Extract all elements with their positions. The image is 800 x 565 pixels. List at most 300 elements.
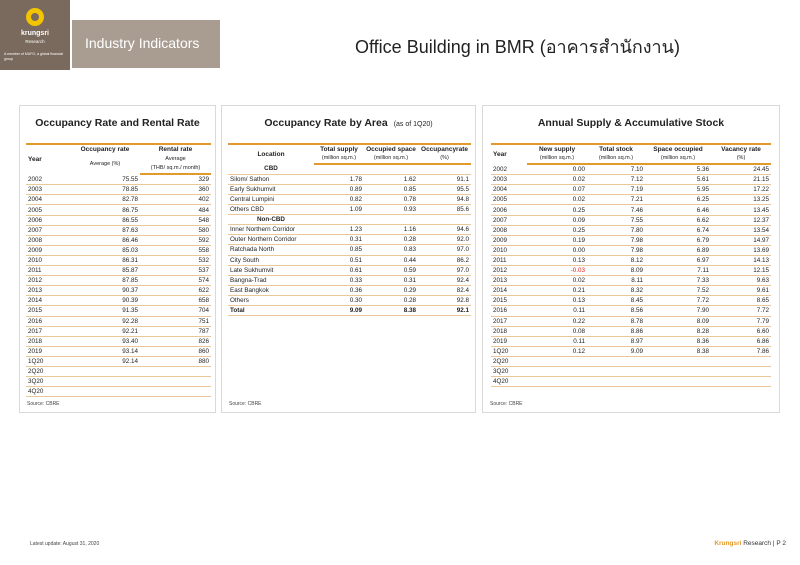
col-rental-unit-2: (THB/ sq.m./ month) (140, 164, 211, 174)
table-row (491, 205, 771, 215)
occupancy-rate-cell (70, 377, 140, 387)
year-cell: 2010 (26, 255, 70, 265)
new-supply-cell: 0.02 (527, 175, 587, 185)
footer-brand-name: Krungsri (714, 540, 742, 547)
total-stock-cell (587, 356, 645, 366)
total-supply-cell: 0.36 (314, 285, 364, 295)
rental-rate-cell: 548 (140, 215, 211, 225)
location-cell: Outer Northern Corridor (228, 235, 314, 245)
occupancy-rate-cell: 86.75 (70, 205, 140, 215)
area-section-label: CBD (228, 164, 314, 174)
empty-cell (314, 164, 364, 174)
vacancy-rate-cell: 7.72 (711, 306, 771, 316)
new-supply-cell: 0.22 (527, 316, 587, 326)
table-row (26, 366, 211, 376)
total-stock-cell: 8.86 (587, 326, 645, 336)
source-note: Source: CBRE (490, 401, 523, 407)
vacancy-rate-cell (711, 356, 771, 366)
vacancy-rate-cell: 8.65 (711, 296, 771, 306)
latest-update-note: Latest update: August 31, 2020 (30, 541, 100, 547)
rental-rate-cell: 402 (140, 195, 211, 205)
location-cell: City South (228, 255, 314, 265)
year-cell: 1Q20 (491, 346, 527, 356)
space-occupied-cell: 6.74 (645, 225, 711, 235)
total-supply-cell: 0.31 (314, 235, 364, 245)
year-cell: 2010 (491, 245, 527, 255)
occupied-space-cell: 0.83 (364, 245, 418, 255)
rental-rate-cell: 658 (140, 296, 211, 306)
table-row (228, 255, 471, 265)
year-cell: 2015 (26, 306, 70, 316)
table-row (26, 387, 211, 397)
occupancy-rate-cell: 93.14 (70, 346, 140, 356)
annual-supply-title: Annual Supply & Accumulative Stock (537, 117, 725, 129)
year-cell: 2011 (491, 255, 527, 265)
year-cell: 2005 (491, 195, 527, 205)
occupancy-rate-cell: 93.40 (70, 336, 140, 346)
occupancy-rate-cell: 94.6 (418, 225, 471, 235)
occupancy-rate-cell: 87.85 (70, 276, 140, 286)
occupancy-rate-cell (70, 366, 140, 376)
table-row (26, 245, 211, 255)
occupancy-rate-cell: 97.0 (418, 245, 471, 255)
rental-rate-cell (140, 387, 211, 397)
table-row (491, 225, 771, 235)
occupancy-rate-cell: 87.63 (70, 225, 140, 235)
occupancy-rate-cell: 86.55 (70, 215, 140, 225)
vacancy-rate-cell: 13.69 (711, 245, 771, 255)
table-row (491, 286, 771, 296)
occupied-space-cell: 0.29 (364, 285, 418, 295)
col-year-header: Year (26, 144, 70, 174)
table-row (26, 306, 211, 316)
space-occupied-cell: 6.89 (645, 245, 711, 255)
vacancy-rate-cell: 7.86 (711, 346, 771, 356)
space-occupied-cell: 8.28 (645, 326, 711, 336)
rental-rate-cell: 826 (140, 336, 211, 346)
space-occupied-cell: 7.90 (645, 306, 711, 316)
annual-supply-panel (482, 105, 780, 413)
table-row (26, 336, 211, 346)
table-row (26, 215, 211, 225)
table-row (491, 326, 771, 336)
table-row (26, 235, 211, 245)
table-row (228, 285, 471, 295)
rental-rate-cell (140, 366, 211, 376)
year-cell: 2009 (491, 235, 527, 245)
col-new-supply-unit: (million sq.m.) (527, 154, 587, 164)
vacancy-rate-cell: 12.37 (711, 215, 771, 225)
year-cell: 2007 (491, 215, 527, 225)
table-row (26, 174, 211, 185)
year-cell: 2007 (26, 225, 70, 235)
vacancy-rate-cell: 13.45 (711, 205, 771, 215)
empty-cell (418, 215, 471, 225)
space-occupied-cell: 7.11 (645, 266, 711, 276)
space-occupied-cell: 8.09 (645, 316, 711, 326)
new-supply-cell (527, 356, 587, 366)
occupancy-area-panel (221, 105, 476, 413)
occupied-space-cell: 0.28 (364, 235, 418, 245)
footer-page-label: Research | P 2 (741, 540, 786, 547)
table-row (491, 336, 771, 346)
table-row (491, 316, 771, 326)
total-stock-cell: 8.97 (587, 336, 645, 346)
occupancy-rental-panel (19, 105, 216, 413)
occupancy-rate-cell: 95.5 (418, 184, 471, 194)
year-cell: 2003 (491, 175, 527, 185)
location-cell: East Bangkok (228, 285, 314, 295)
rental-rate-cell: 860 (140, 346, 211, 356)
table-row (491, 366, 771, 376)
year-cell: 2013 (26, 286, 70, 296)
table-row (228, 275, 471, 285)
year-cell: 2017 (26, 326, 70, 336)
col-new-supply-header: New supply (527, 144, 587, 154)
vacancy-rate-cell: 13.54 (711, 225, 771, 235)
table-row (228, 235, 471, 245)
occupied-space-cell: 0.78 (364, 194, 418, 204)
col-supply-header: Total supply (314, 144, 364, 154)
col-space-occupied-header: Space occupied (645, 144, 711, 154)
occupancy-rate-cell: 85.6 (418, 205, 471, 215)
total-stock-cell: 8.11 (587, 276, 645, 286)
space-occupied-cell: 5.36 (645, 164, 711, 175)
new-supply-cell: 0.07 (527, 185, 587, 195)
total-stock-cell: 7.98 (587, 235, 645, 245)
year-cell: 2014 (26, 296, 70, 306)
table-row (228, 215, 471, 225)
occupied-space-cell: 0.93 (364, 205, 418, 215)
total-stock-cell: 7.21 (587, 195, 645, 205)
new-supply-cell: 0.25 (527, 225, 587, 235)
rental-rate-cell: 704 (140, 306, 211, 316)
col-total-stock-unit: (million sq.m.) (587, 154, 645, 164)
logo-name: krungsri (20, 30, 49, 37)
occupancy-rate-cell: 78.85 (70, 185, 140, 195)
location-cell: Others (228, 295, 314, 305)
table-row (228, 245, 471, 255)
occupancy-rate-cell: 90.39 (70, 296, 140, 306)
occupied-space-cell: 0.85 (364, 184, 418, 194)
space-occupied-cell: 7.33 (645, 276, 711, 286)
col-occupancy-header: Occupancy rate (70, 144, 140, 154)
year-cell: 4Q20 (491, 377, 527, 387)
table-row (491, 235, 771, 245)
occupancy-rental-title: Occupancy Rate and Rental Rate (35, 117, 200, 129)
location-cell: Central Lumpini (228, 194, 314, 204)
occupied-space-cell: 8.38 (364, 306, 418, 316)
table-row (491, 296, 771, 306)
year-cell: 2002 (491, 164, 527, 175)
total-stock-cell: 9.09 (587, 346, 645, 356)
space-occupied-cell: 6.62 (645, 215, 711, 225)
col-space-occupied-unit: (million sq.m.) (645, 154, 711, 164)
new-supply-cell: 0.11 (527, 306, 587, 316)
table-row (26, 286, 211, 296)
location-cell: Early Sukhumvit (228, 184, 314, 194)
rental-rate-cell: 537 (140, 266, 211, 276)
vacancy-rate-cell: 7.79 (711, 316, 771, 326)
new-supply-cell: 0.12 (527, 346, 587, 356)
vacancy-rate-cell: 6.60 (711, 326, 771, 336)
table-row (26, 185, 211, 195)
table-row (491, 346, 771, 356)
total-stock-cell: 7.19 (587, 185, 645, 195)
space-occupied-cell: 6.25 (645, 195, 711, 205)
table-row (26, 255, 211, 265)
occupied-space-cell: 0.31 (364, 275, 418, 285)
table-row (228, 164, 471, 174)
location-cell: Bangna-Trad (228, 275, 314, 285)
year-cell: 1Q20 (26, 356, 70, 366)
year-cell: 3Q20 (491, 366, 527, 376)
col-vacancy-unit: (%) (711, 154, 771, 164)
page-title: Office Building in BMR (อาคารสำนักงาน) (355, 37, 680, 57)
new-supply-cell: 0.19 (527, 235, 587, 245)
rental-rate-cell: 532 (140, 255, 211, 265)
section-header-band (72, 20, 220, 68)
year-cell: 2016 (491, 306, 527, 316)
space-occupied-cell: 7.52 (645, 286, 711, 296)
year-cell: 2019 (26, 346, 70, 356)
total-stock-cell: 8.12 (587, 255, 645, 265)
col-year-header: Year (491, 144, 527, 164)
table-row (26, 326, 211, 336)
year-cell: 2015 (491, 296, 527, 306)
rental-rate-cell: 751 (140, 316, 211, 326)
table-row (26, 195, 211, 205)
space-occupied-cell (645, 356, 711, 366)
new-supply-cell: 0.13 (527, 296, 587, 306)
table-row (491, 175, 771, 185)
occupancy-rate-cell: 92.1 (418, 306, 471, 316)
table-row (491, 245, 771, 255)
total-stock-cell (587, 377, 645, 387)
year-cell: 2008 (491, 225, 527, 235)
space-occupied-cell: 6.79 (645, 235, 711, 245)
total-supply-cell: 0.85 (314, 245, 364, 255)
rental-rate-cell: 622 (140, 286, 211, 296)
space-occupied-cell: 8.38 (645, 346, 711, 356)
table-row (491, 185, 771, 195)
new-supply-cell: -0.03 (527, 266, 587, 276)
occupancy-rate-cell: 82.78 (70, 195, 140, 205)
year-cell: 2011 (26, 266, 70, 276)
year-cell: 2006 (26, 215, 70, 225)
new-supply-cell: 0.25 (527, 205, 587, 215)
col-rate-header: Occupancyrate (418, 144, 471, 154)
rental-rate-cell (140, 377, 211, 387)
total-stock-cell: 8.56 (587, 306, 645, 316)
occupancy-rate-cell: 75.55 (70, 174, 140, 185)
total-supply-cell: 1.09 (314, 205, 364, 215)
rental-rate-cell: 329 (140, 174, 211, 185)
occupied-space-cell: 0.44 (364, 255, 418, 265)
location-cell: Inner Northern Corridor (228, 225, 314, 235)
total-stock-cell: 7.80 (587, 225, 645, 235)
year-cell: 2004 (491, 185, 527, 195)
new-supply-cell: 0.00 (527, 164, 587, 175)
footer-brand (714, 540, 786, 547)
new-supply-cell: 0.09 (527, 215, 587, 225)
table-row (26, 316, 211, 326)
vacancy-rate-cell: 9.63 (711, 276, 771, 286)
space-occupied-cell: 5.61 (645, 175, 711, 185)
area-section-label: Non-CBD (228, 215, 314, 225)
rental-rate-cell: 360 (140, 185, 211, 195)
vacancy-rate-cell: 24.45 (711, 164, 771, 175)
year-cell: 4Q20 (26, 387, 70, 397)
table-row (228, 174, 471, 184)
empty-cell (364, 215, 418, 225)
vacancy-rate-cell: 12.15 (711, 266, 771, 276)
annual-supply-table (491, 143, 771, 387)
year-cell: 2014 (491, 286, 527, 296)
rental-rate-cell: 592 (140, 235, 211, 245)
occupancy-rate-cell: 92.14 (70, 356, 140, 366)
empty-cell (418, 164, 471, 174)
space-occupied-cell: 8.36 (645, 336, 711, 346)
space-occupied-cell: 6.46 (645, 205, 711, 215)
new-supply-cell: 0.08 (527, 326, 587, 336)
table-row (26, 377, 211, 387)
occupancy-rate-cell: 82.4 (418, 285, 471, 295)
occupancy-rate-cell: 86.31 (70, 255, 140, 265)
vacancy-rate-cell (711, 377, 771, 387)
occupancy-rate-cell: 86.2 (418, 255, 471, 265)
col-total-stock-header: Total stock (587, 144, 645, 154)
occupied-space-cell: 0.59 (364, 265, 418, 275)
occupancy-rate-cell: 91.35 (70, 306, 140, 316)
occupied-space-cell: 1.16 (364, 225, 418, 235)
location-cell: Silom/ Sathon (228, 174, 314, 184)
vacancy-rate-cell: 14.13 (711, 255, 771, 265)
table-row (26, 205, 211, 215)
section-title: Industry Indicators (85, 35, 200, 51)
new-supply-cell (527, 366, 587, 376)
total-stock-cell: 8.09 (587, 266, 645, 276)
occupancy-rate-cell: 90.37 (70, 286, 140, 296)
year-cell: 3Q20 (26, 377, 70, 387)
total-stock-cell: 7.10 (587, 164, 645, 175)
rental-rate-cell: 580 (140, 225, 211, 235)
total-stock-cell: 8.78 (587, 316, 645, 326)
occupancy-rate-cell: 94.8 (418, 194, 471, 204)
year-cell: 2012 (491, 266, 527, 276)
occupancy-rate-cell: 92.21 (70, 326, 140, 336)
space-occupied-cell: 6.97 (645, 255, 711, 265)
table-row (491, 195, 771, 205)
year-cell: 2008 (26, 235, 70, 245)
new-supply-cell: 0.21 (527, 286, 587, 296)
col-rental-header: Rental rate (140, 144, 211, 154)
occupancy-rate-cell: 92.8 (418, 295, 471, 305)
total-supply-cell: 0.82 (314, 194, 364, 204)
table-row (228, 194, 471, 204)
location-cell: Others CBD (228, 205, 314, 215)
year-cell: 2018 (26, 336, 70, 346)
space-occupied-cell: 5.95 (645, 185, 711, 195)
occupancy-rate-cell: 85.03 (70, 245, 140, 255)
year-cell: 2005 (26, 205, 70, 215)
table-row (491, 215, 771, 225)
location-cell: Total (228, 306, 314, 316)
occupancy-rate-cell (70, 387, 140, 397)
total-supply-cell: 9.09 (314, 306, 364, 316)
location-cell: Late Sukhumvit (228, 265, 314, 275)
total-supply-cell: 0.89 (314, 184, 364, 194)
table-row (26, 266, 211, 276)
new-supply-cell: 0.02 (527, 276, 587, 286)
location-cell: Ratchada North (228, 245, 314, 255)
rental-rate-cell: 880 (140, 356, 211, 366)
table-row (491, 266, 771, 276)
rental-rate-cell: 574 (140, 276, 211, 286)
col-supply-unit: (million sq.m.) (314, 154, 364, 164)
new-supply-cell: 0.11 (527, 336, 587, 346)
year-cell: 2006 (491, 205, 527, 215)
occupancy-area-title-row (222, 117, 475, 129)
occupancy-rental-table (26, 143, 211, 397)
vacancy-rate-cell: 17.22 (711, 185, 771, 195)
table-row (228, 184, 471, 194)
vacancy-rate-cell: 21.15 (711, 175, 771, 185)
total-supply-cell: 1.23 (314, 225, 364, 235)
krungsri-emblem-icon (26, 8, 44, 26)
krungsri-logo (0, 0, 70, 70)
total-stock-cell (587, 366, 645, 376)
vacancy-rate-cell (711, 366, 771, 376)
rental-rate-cell: 558 (140, 245, 211, 255)
vacancy-rate-cell: 14.97 (711, 235, 771, 245)
total-supply-cell: 0.33 (314, 275, 364, 285)
new-supply-cell: 0.00 (527, 245, 587, 255)
rental-rate-cell: 484 (140, 205, 211, 215)
occupancy-rate-cell: 91.1 (418, 174, 471, 184)
source-note: Source: CBRE (27, 401, 60, 407)
total-stock-cell: 7.46 (587, 205, 645, 215)
occupancy-rate-cell: 92.4 (418, 275, 471, 285)
year-cell: 2Q20 (26, 366, 70, 376)
year-cell: 2013 (491, 276, 527, 286)
empty-cell (314, 215, 364, 225)
year-cell: 2019 (491, 336, 527, 346)
col-occupancy-unit: Average (%) (89, 160, 121, 167)
occupancy-rate-cell: 92.0 (418, 235, 471, 245)
total-stock-cell: 7.55 (587, 215, 645, 225)
table-row (26, 356, 211, 366)
col-rental-unit-1: Average (165, 155, 186, 162)
year-cell: 2004 (26, 195, 70, 205)
empty-cell (364, 164, 418, 174)
new-supply-cell (527, 377, 587, 387)
table-row (491, 356, 771, 366)
occupancy-rate-cell: 86.46 (70, 235, 140, 245)
total-stock-cell: 8.45 (587, 296, 645, 306)
total-stock-cell: 7.12 (587, 175, 645, 185)
new-supply-cell: 0.02 (527, 195, 587, 205)
table-row (491, 164, 771, 175)
table-row (26, 296, 211, 306)
table-row (491, 377, 771, 387)
vacancy-rate-cell: 9.61 (711, 286, 771, 296)
table-row (491, 306, 771, 316)
occupied-space-cell: 1.62 (364, 174, 418, 184)
total-stock-cell: 7.98 (587, 245, 645, 255)
table-row (228, 205, 471, 215)
new-supply-cell: 0.13 (527, 255, 587, 265)
